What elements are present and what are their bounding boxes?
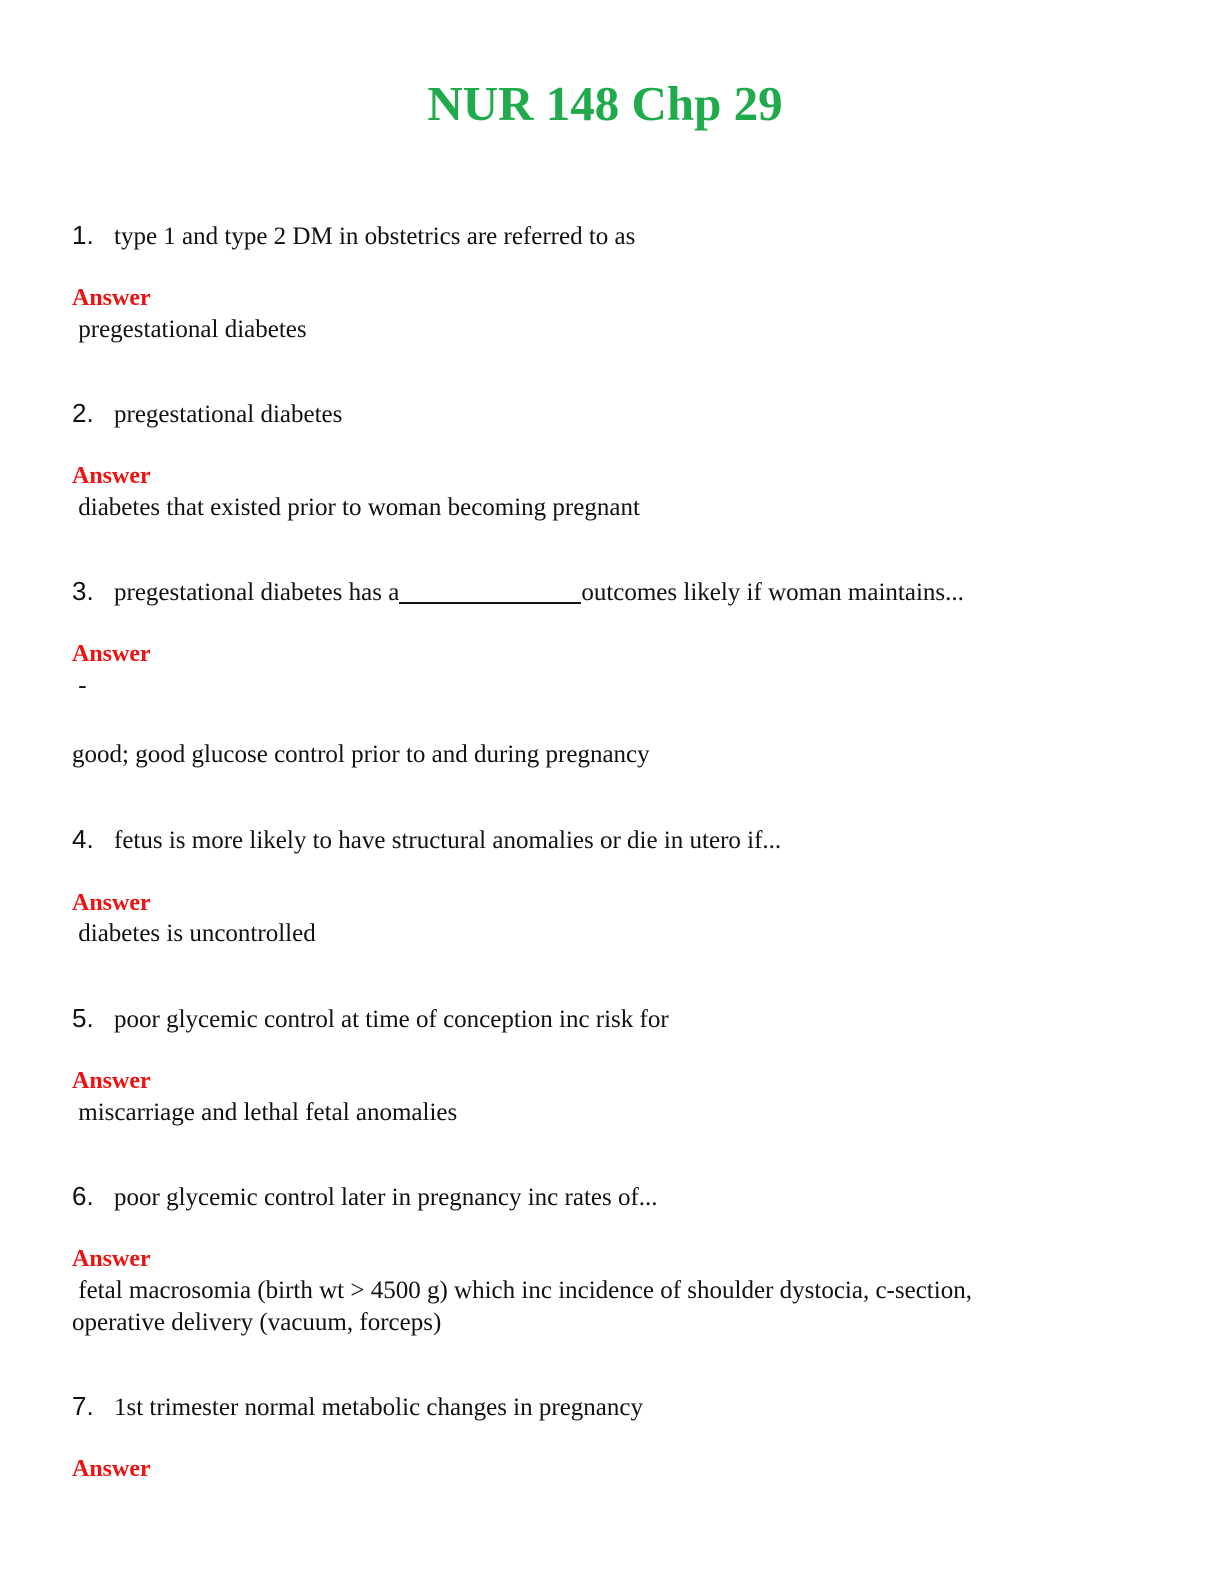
answer-label: Answer [72, 890, 151, 916]
question-text-after-blank: outcomes likely if woman maintains... [581, 579, 964, 606]
question-5 [72, 1002, 669, 1036]
answer-label: Answer [72, 1246, 151, 1272]
answer-text: diabetes that existed prior to woman becoming pregnant [72, 494, 640, 521]
question-text-before-blank: pregestational diabetes has a [114, 579, 400, 606]
question-1 [72, 219, 635, 253]
question-text: pregestational diabetes [114, 401, 343, 428]
question-4 [72, 823, 781, 857]
question-text: fetus is more likely to have structural anomalies or die in utero if... [114, 827, 782, 854]
question-number: 4. [72, 824, 94, 854]
question-text: 1st trimester normal metabolic changes in pregnancy [114, 1394, 643, 1421]
answer-text-line-2: good; good glucose control prior to and during pregnancy [72, 741, 650, 768]
question-2 [72, 397, 342, 431]
question-number: 5. [72, 1003, 94, 1033]
fill-in-blank-line [399, 580, 581, 604]
page-title: NUR 148 Chp 29 [427, 76, 783, 131]
answer-label: Answer [72, 463, 151, 489]
answer-text: pregestational diabetes [72, 316, 307, 343]
question-number: 2. [72, 398, 94, 428]
answer-text: diabetes is uncontrolled [72, 920, 316, 947]
question-text: poor glycemic control later in pregnancy inc rates of... [114, 1184, 658, 1211]
question-number: 6. [72, 1181, 94, 1211]
question-7 [72, 1390, 643, 1424]
answer-text-line-1: - [72, 672, 87, 699]
question-6 [72, 1180, 658, 1214]
question-text: poor glycemic control at time of conception inc risk for [114, 1006, 669, 1033]
answer-label: Answer [72, 1068, 151, 1094]
question-text: type 1 and type 2 DM in obstetrics are referred to as [114, 223, 636, 250]
question-number: 1. [72, 220, 94, 250]
answer-text: miscarriage and lethal fetal anomalies [72, 1099, 458, 1126]
answer-label: Answer [72, 285, 151, 311]
answer-label: Answer [72, 641, 151, 667]
answer-text-line-1: fetal macrosomia (birth wt > 4500 g) which inc incidence of shoulder dystocia, c-section, [72, 1277, 972, 1304]
answer-text-line-2: operative delivery (vacuum, forceps) [72, 1309, 442, 1336]
answer-label: Answer [72, 1456, 151, 1482]
question-3 [72, 575, 964, 609]
question-number: 3. [72, 576, 94, 606]
question-number: 7. [72, 1391, 94, 1421]
